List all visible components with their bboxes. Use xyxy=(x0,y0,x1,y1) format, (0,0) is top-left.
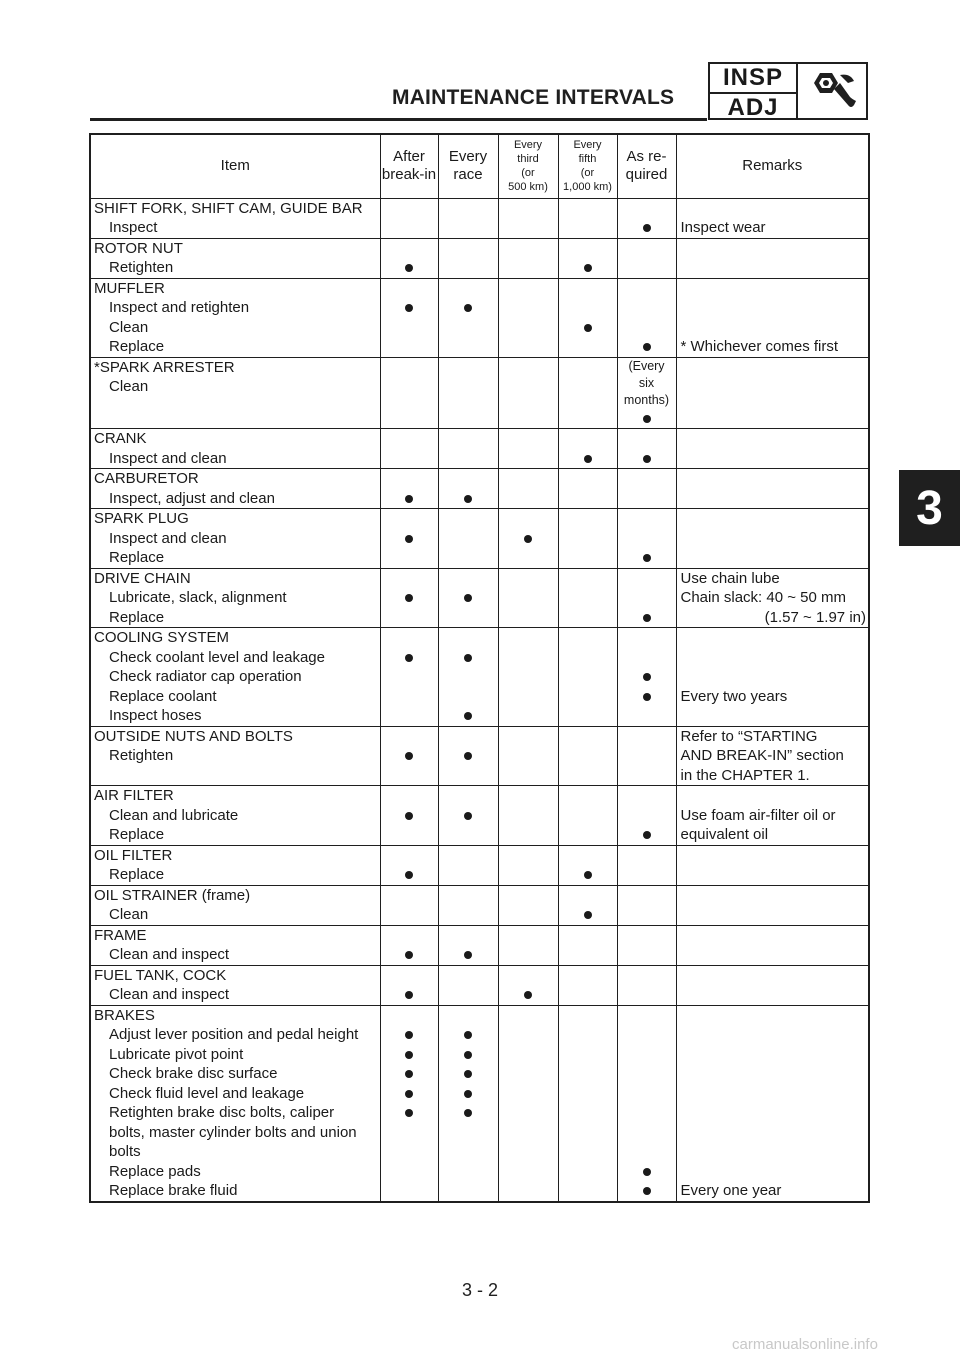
interval-cell-race xyxy=(438,628,498,727)
remark-line xyxy=(681,1142,869,1162)
remark-line xyxy=(681,648,869,668)
interval-cell-fifth xyxy=(558,278,617,357)
interval-cell-fifth xyxy=(558,726,617,786)
interval-cell-asreq xyxy=(617,845,676,885)
remark-line: Use chain lube xyxy=(680,569,780,587)
remark-line xyxy=(681,1103,869,1123)
interval-cell-race xyxy=(438,925,498,965)
remarks-cell xyxy=(676,238,869,278)
interval-cell-after xyxy=(380,726,438,786)
interval-cell-asreq xyxy=(617,469,676,509)
remark-line xyxy=(681,1006,869,1026)
interval-cell-third xyxy=(498,845,558,885)
remark-line: Chain slack: 40 ~ 50 mm xyxy=(680,589,846,606)
item-operation: Clean xyxy=(109,318,149,336)
item-group-label: CRANK xyxy=(94,430,147,447)
interval-cell-third xyxy=(498,568,558,628)
interval-note: months) xyxy=(623,392,670,407)
remarks-cell xyxy=(676,1005,869,1202)
column-header-remarks: Remarks xyxy=(676,134,869,198)
item-group-label: COOLING SYSTEM xyxy=(94,629,230,646)
item-operation: Replace xyxy=(109,549,165,566)
remark-line xyxy=(681,628,869,648)
interval-cell-race xyxy=(438,198,498,238)
remarks-cell xyxy=(676,357,869,429)
remarks-cell xyxy=(676,965,869,1005)
interval-cell-after xyxy=(380,568,438,628)
column-header-line: As re- xyxy=(626,148,667,166)
interval-cell-third xyxy=(498,885,558,925)
interval-dot xyxy=(643,1168,651,1176)
table-row xyxy=(90,238,869,278)
table-row xyxy=(90,1005,869,1202)
column-header-item: Item xyxy=(90,134,380,198)
interval-dot xyxy=(464,1070,472,1078)
interval-dot xyxy=(464,1090,472,1098)
remarks-cell xyxy=(676,509,869,569)
interval-cell-fifth xyxy=(558,238,617,278)
interval-dot xyxy=(405,951,413,959)
column-header-line: race xyxy=(453,166,483,184)
interval-cell-third xyxy=(498,786,558,846)
column-header-line: third xyxy=(517,153,539,166)
interval-cell-third xyxy=(498,726,558,786)
table-row xyxy=(90,429,869,469)
interval-cell-race xyxy=(438,726,498,786)
item-cell xyxy=(90,429,380,469)
interval-cell-asreq xyxy=(617,198,676,238)
interval-cell-fifth xyxy=(558,198,617,238)
item-cell xyxy=(90,469,380,509)
remark-line: Use foam air-filter oil or xyxy=(680,806,836,824)
table-header-row xyxy=(90,134,869,198)
remark-line xyxy=(681,1025,869,1045)
watermark: carmanualsonline.info xyxy=(732,1336,878,1353)
column-header-line: Every xyxy=(448,148,488,166)
interval-cell-fifth xyxy=(558,1005,617,1202)
item-cell xyxy=(90,925,380,965)
remarks-cell xyxy=(676,469,869,509)
remark-line xyxy=(681,1162,869,1182)
item-group-label: DRIVE CHAIN xyxy=(94,569,191,587)
remarks-cell xyxy=(676,278,869,357)
interval-cell-third xyxy=(498,628,558,727)
interval-cell-third xyxy=(498,198,558,238)
interval-cell-after xyxy=(380,1005,438,1202)
interval-cell-after xyxy=(380,238,438,278)
badge-bottom-label: ADJ xyxy=(727,94,779,121)
interval-cell-asreq xyxy=(617,628,676,727)
item-operation: bolts, master cylinder bolts and union xyxy=(109,1123,357,1141)
interval-dot xyxy=(584,455,592,463)
interval-cell-after xyxy=(380,786,438,846)
item-operation: Retighten xyxy=(109,747,174,764)
interval-cell-after xyxy=(380,885,438,925)
item-group-label: SHIFT FORK, SHIFT CAM, GUIDE BAR xyxy=(94,199,363,217)
item-operation: Replace brake fluid xyxy=(109,1182,238,1199)
interval-cell-fifth xyxy=(558,509,617,569)
item-group-label: CARBURETOR xyxy=(94,470,199,487)
interval-cell-asreq xyxy=(617,429,676,469)
interval-cell-after xyxy=(380,198,438,238)
item-operation: Replace xyxy=(109,338,165,355)
item-cell xyxy=(90,845,380,885)
column-header-asreq xyxy=(617,134,676,198)
section-badge xyxy=(708,62,868,120)
remark-line xyxy=(681,318,869,338)
interval-dot xyxy=(464,752,472,760)
item-cell xyxy=(90,628,380,727)
interval-dot xyxy=(405,871,413,879)
interval-dot xyxy=(405,1090,413,1098)
column-header-after xyxy=(380,134,438,198)
item-operation: Check radiator cap operation xyxy=(109,668,302,685)
interval-cell-asreq xyxy=(617,509,676,569)
table-row xyxy=(90,278,869,357)
interval-dot xyxy=(584,911,592,919)
interval-dot xyxy=(405,1070,413,1078)
interval-note: (Every xyxy=(628,358,665,373)
remark-line xyxy=(681,786,869,806)
remarks-cell xyxy=(676,198,869,238)
item-operation: Inspect and clean xyxy=(109,449,227,467)
table-row xyxy=(90,885,869,925)
remarks-cell xyxy=(676,786,869,846)
column-header-line: fifth xyxy=(578,153,597,166)
item-group-label: SPARK PLUG xyxy=(94,510,189,527)
column-header-line: quired xyxy=(625,166,668,184)
interval-dot xyxy=(643,224,651,232)
item-operation: Clean and inspect xyxy=(109,946,230,963)
interval-dot xyxy=(643,831,651,839)
interval-cell-race xyxy=(438,965,498,1005)
table-row xyxy=(90,357,869,429)
remark-line xyxy=(681,1064,869,1084)
interval-cell-fifth xyxy=(558,469,617,509)
item-group-label: MUFFLER xyxy=(94,279,165,297)
interval-dot xyxy=(405,495,413,503)
interval-dot xyxy=(464,951,472,959)
item-cell xyxy=(90,357,380,429)
item-group-label: ROTOR NUT xyxy=(94,239,183,257)
item-operation: bolts xyxy=(109,1143,141,1160)
table-row xyxy=(90,726,869,786)
page-number: 3 - 2 xyxy=(462,1280,499,1300)
interval-cell-asreq xyxy=(617,357,676,429)
item-operation: Check coolant level and leakage xyxy=(109,648,325,666)
interval-dot xyxy=(464,1051,472,1059)
column-header-line: After xyxy=(393,148,425,166)
interval-cell-after xyxy=(380,429,438,469)
interval-dot xyxy=(643,415,651,423)
interval-cell-race xyxy=(438,845,498,885)
item-operation: Check brake disc surface xyxy=(109,1065,278,1082)
item-group-label: BRAKES xyxy=(94,1006,155,1024)
column-header-line: Every xyxy=(573,139,602,152)
interval-cell-asreq xyxy=(617,885,676,925)
interval-dot xyxy=(643,614,651,622)
item-group-label: *SPARK ARRESTER xyxy=(94,358,235,376)
interval-dot xyxy=(405,654,413,662)
interval-cell-asreq xyxy=(617,238,676,278)
interval-cell-race xyxy=(438,429,498,469)
remark-line: equivalent oil xyxy=(680,826,769,843)
interval-cell-asreq xyxy=(617,726,676,786)
page-title: MAINTENANCE INTERVALS xyxy=(392,86,675,109)
interval-dot xyxy=(464,712,472,720)
table-row xyxy=(90,965,869,1005)
interval-cell-after xyxy=(380,628,438,727)
item-operation: Clean xyxy=(109,906,149,923)
item-operation: Lubricate pivot point xyxy=(109,1045,244,1063)
remark-line xyxy=(681,298,869,318)
interval-dot xyxy=(405,594,413,602)
interval-cell-third xyxy=(498,357,558,429)
column-header-line: 500 km) xyxy=(508,181,548,194)
item-cell xyxy=(90,238,380,278)
remarks-cell xyxy=(676,429,869,469)
interval-cell-third xyxy=(498,238,558,278)
interval-cell-race xyxy=(438,469,498,509)
interval-cell-race xyxy=(438,885,498,925)
interval-cell-third xyxy=(498,278,558,357)
interval-cell-fifth xyxy=(558,965,617,1005)
interval-cell-after xyxy=(380,278,438,357)
interval-dot xyxy=(405,812,413,820)
table-row xyxy=(90,509,869,569)
interval-dot xyxy=(584,264,592,272)
interval-dot xyxy=(405,304,413,312)
table-row xyxy=(90,469,869,509)
interval-cell-asreq xyxy=(617,278,676,357)
interval-cell-race xyxy=(438,278,498,357)
remarks-cell xyxy=(676,568,869,628)
item-operation: Check fluid level and leakage xyxy=(109,1084,305,1102)
item-operation: Lubricate, slack, alignment xyxy=(109,589,287,606)
remarks-cell xyxy=(676,726,869,786)
remarks-cell xyxy=(676,845,869,885)
item-cell xyxy=(90,786,380,846)
item-cell xyxy=(90,568,380,628)
table-row xyxy=(90,568,869,628)
interval-dot xyxy=(464,594,472,602)
interval-cell-asreq xyxy=(617,1005,676,1202)
interval-dot xyxy=(464,1109,472,1117)
column-header-line: break-in xyxy=(381,166,437,184)
remark-line: Refer to “STARTING xyxy=(680,727,818,745)
item-group-label: OUTSIDE NUTS AND BOLTS xyxy=(94,727,293,745)
interval-cell-race xyxy=(438,509,498,569)
interval-cell-race xyxy=(438,238,498,278)
interval-cell-fifth xyxy=(558,786,617,846)
interval-cell-after xyxy=(380,509,438,569)
remarks-cell xyxy=(676,925,869,965)
remark-line xyxy=(681,279,869,299)
interval-cell-third xyxy=(498,429,558,469)
chapter-tab: 3 xyxy=(899,470,960,546)
interval-dot xyxy=(405,535,413,543)
remark-line: * Whichever comes first xyxy=(680,338,839,355)
interval-dot xyxy=(584,871,592,879)
item-cell xyxy=(90,509,380,569)
interval-dot xyxy=(405,752,413,760)
interval-dot xyxy=(464,654,472,662)
interval-cell-third xyxy=(498,925,558,965)
item-operation: Replace coolant xyxy=(109,687,217,705)
remark-line: Every one year xyxy=(680,1182,782,1199)
remark-line xyxy=(681,1084,869,1104)
item-cell xyxy=(90,198,380,238)
item-operation: Inspect xyxy=(109,219,158,236)
item-operation: Replace xyxy=(109,866,165,883)
column-header-line: 1,000 km) xyxy=(563,181,612,194)
item-cell xyxy=(90,965,380,1005)
interval-cell-race xyxy=(438,1005,498,1202)
interval-cell-third xyxy=(498,965,558,1005)
column-header-race xyxy=(438,134,498,198)
item-operation: Adjust lever position and pedal height xyxy=(109,1026,359,1043)
interval-dot xyxy=(643,1187,651,1195)
interval-cell-after xyxy=(380,845,438,885)
interval-dot xyxy=(643,343,651,351)
column-header-fifth xyxy=(558,134,617,198)
interval-cell-fifth xyxy=(558,429,617,469)
interval-dot xyxy=(405,991,413,999)
title-underline xyxy=(90,118,707,121)
interval-dot xyxy=(405,1051,413,1059)
column-header-line: Every xyxy=(513,139,543,152)
interval-cell-fifth xyxy=(558,568,617,628)
interval-dot xyxy=(643,554,651,562)
interval-dot xyxy=(643,673,651,681)
interval-dot xyxy=(584,324,592,332)
interval-dot xyxy=(464,812,472,820)
item-group-label: FUEL TANK, COCK xyxy=(94,966,227,984)
item-operation: Retighten xyxy=(109,259,174,276)
item-group-label: OIL FILTER xyxy=(94,846,173,864)
item-group-label: FRAME xyxy=(94,926,147,944)
item-operation: Replace pads xyxy=(109,1162,201,1180)
item-operation: Replace xyxy=(109,826,165,843)
interval-cell-race xyxy=(438,568,498,628)
interval-cell-after xyxy=(380,925,438,965)
remarks-cell xyxy=(676,628,869,727)
item-cell xyxy=(90,278,380,357)
item-operation: Replace xyxy=(109,608,165,626)
item-group-label: OIL STRAINER (frame) xyxy=(94,886,251,904)
remarks-cell xyxy=(676,885,869,925)
interval-dot xyxy=(405,1109,413,1117)
interval-cell-third xyxy=(498,509,558,569)
interval-dot xyxy=(405,1031,413,1039)
item-operation: Inspect hoses xyxy=(109,707,202,724)
table-row xyxy=(90,198,869,238)
interval-cell-asreq xyxy=(617,786,676,846)
item-cell xyxy=(90,1005,380,1202)
table-row xyxy=(90,845,869,885)
column-header-line: (or xyxy=(521,167,535,180)
item-operation: Inspect, adjust and clean xyxy=(109,489,275,507)
interval-dot xyxy=(464,495,472,503)
interval-cell-after xyxy=(380,357,438,429)
interval-dot xyxy=(464,304,472,312)
interval-dot xyxy=(643,455,651,463)
interval-cell-race xyxy=(438,786,498,846)
column-header-line: (or xyxy=(580,167,595,180)
maintenance-table xyxy=(89,133,870,1203)
item-cell xyxy=(90,726,380,786)
interval-dot xyxy=(643,693,651,701)
table-row xyxy=(90,786,869,846)
interval-dot xyxy=(524,535,532,543)
table-row xyxy=(90,925,869,965)
interval-cell-after xyxy=(380,965,438,1005)
interval-dot xyxy=(464,1031,472,1039)
interval-cell-asreq xyxy=(617,568,676,628)
item-group-label: AIR FILTER xyxy=(94,787,174,804)
interval-cell-third xyxy=(498,1005,558,1202)
interval-note: six xyxy=(638,375,655,390)
interval-dot xyxy=(524,991,532,999)
interval-cell-asreq xyxy=(617,965,676,1005)
remark-line: Every two years xyxy=(680,687,788,705)
badge-top-label: INSP xyxy=(710,64,796,94)
interval-cell-fifth xyxy=(558,357,617,429)
item-operation: Inspect and retighten xyxy=(109,299,250,316)
interval-cell-fifth xyxy=(558,845,617,885)
interval-cell-fifth xyxy=(558,628,617,727)
table-row xyxy=(90,628,869,727)
item-operation: Clean xyxy=(109,378,149,395)
interval-cell-fifth xyxy=(558,885,617,925)
column-header-third xyxy=(498,134,558,198)
interval-cell-fifth xyxy=(558,925,617,965)
remark-line: in the CHAPTER 1. xyxy=(680,766,810,784)
remark-line: AND BREAK-IN” section xyxy=(680,747,844,764)
remark-line xyxy=(681,1045,869,1065)
remark-line xyxy=(681,667,869,687)
remark-line: Inspect wear xyxy=(680,219,766,236)
interval-cell-third xyxy=(498,469,558,509)
item-operation: Retighten brake disc bolts, caliper xyxy=(109,1104,335,1121)
item-operation: Inspect and clean xyxy=(109,529,227,547)
item-cell xyxy=(90,885,380,925)
remark-line xyxy=(681,199,869,219)
interval-cell-after xyxy=(380,469,438,509)
interval-cell-race xyxy=(438,357,498,429)
interval-cell-asreq xyxy=(617,925,676,965)
wrench-icon xyxy=(796,64,866,118)
remark-line xyxy=(681,1123,869,1143)
item-operation: Clean and inspect xyxy=(109,986,230,1003)
interval-dot xyxy=(405,264,413,272)
item-operation: Clean and lubricate xyxy=(109,806,239,824)
remark-line: (1.57 ~ 1.97 in) xyxy=(764,608,866,626)
